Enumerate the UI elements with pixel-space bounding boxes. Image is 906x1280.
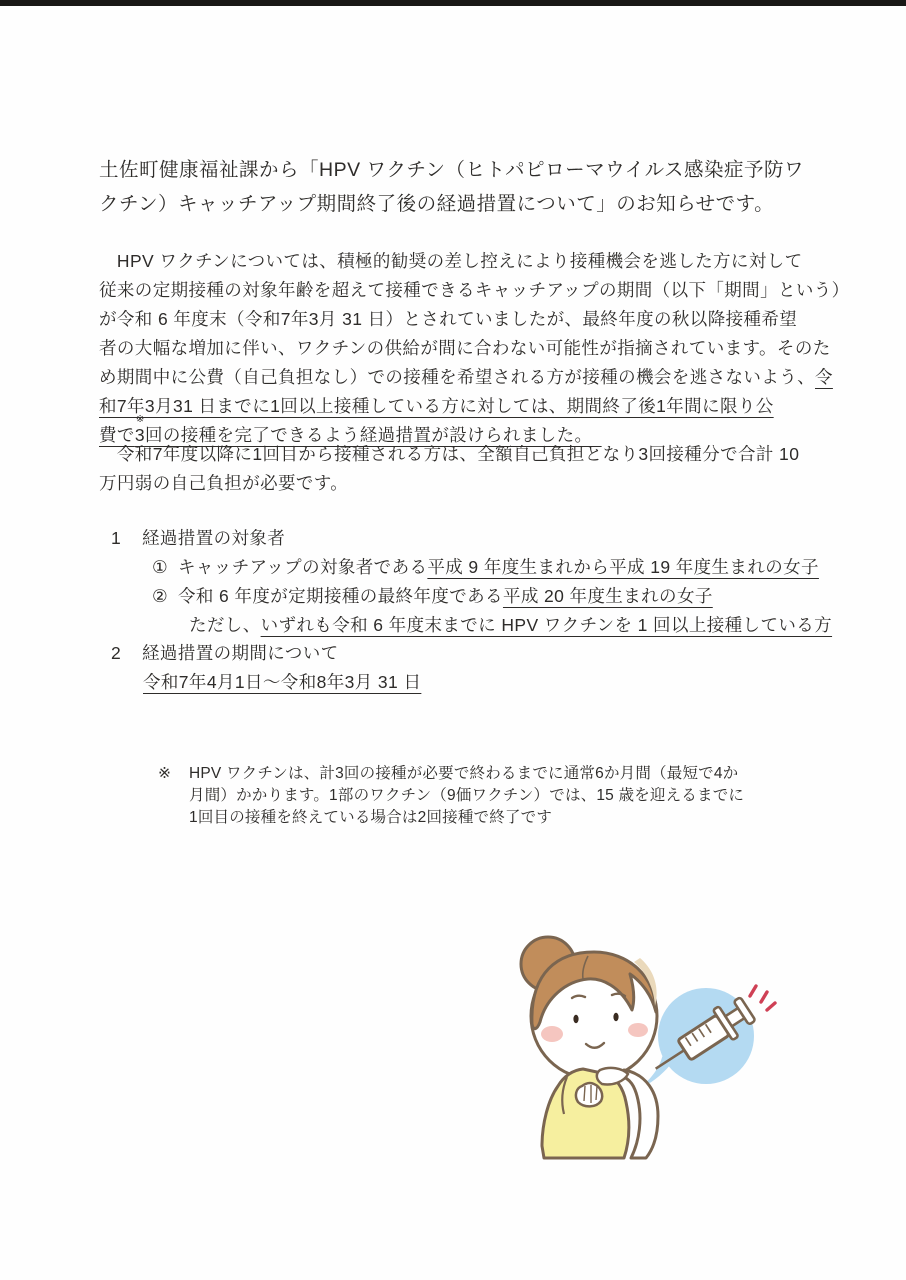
hand [576,1083,602,1106]
list-marker: ① [152,557,169,577]
text-line [99,440,799,469]
section-1-number: 1 [111,528,122,548]
text-line [99,305,850,334]
text-segment: 月間）かかります。1部のワクチン（9価ワクチン）では、15 歳を迎えるまでに [189,787,745,804]
text-line [99,276,850,305]
list-item-text [178,582,713,611]
text-segment: 平成 20 年度生まれの女子 [502,586,713,606]
text-line [99,392,850,421]
illustration-girl-vaccination [488,924,804,1164]
text-segment: 和7年3月31 日までに1回以上接種している方に対しては、期間終了後1年間に限り公 [99,396,774,416]
text-segment: いずれも令和 6 年度末までに HPV ワクチンを 1 回以上接種している方 [260,615,833,635]
section-2-heading-text: 経過措置の期間について [142,643,339,663]
list-marker: ② [152,586,169,606]
left-blush [541,1026,563,1042]
text-segment: 回の接種を完了できるよう経過措置が設けられました。 [144,425,602,445]
text-line [99,363,850,392]
text-segment: 万円弱の自己負担が必要です。 [99,473,349,493]
text-segment: 令和7年度以降に1回目から接種される方は、全額自己負担となり3回接種分で合計 10 [99,444,800,464]
text-segment: 1回目の接種を終えている場合は2回接種で終了です [189,809,553,826]
text-line [99,187,804,221]
text-segment: 令和7年4月1日～令和8年3月 31 日 [143,672,422,692]
text-segment: クチン）キャッチアップ期間終了後の経過措置について」のお知らせです。 [99,193,775,215]
text-segment: HPV ワクチンは、計3回の接種が必要で終わるまでに通常6か月間（最短で4か [189,765,739,782]
list-item-text [189,611,832,640]
text-line [99,469,799,498]
text-segment: 費で [99,425,135,445]
text-line [189,785,744,807]
list-item [99,582,832,611]
text-segment: 者の大幅な増加に伴い、ワクチンの供給が間に合わない可能性が指摘されています。そのた [99,338,831,358]
notice-title [99,153,804,221]
list-item [99,553,832,582]
section-1-items [99,553,832,640]
footnote-lines [189,763,744,829]
intro-paragraph [99,247,850,450]
text-segment: 令 [815,367,833,387]
text-segment: め期間中に公費（自己負担なし）での接種を希望される方が接種の機会を逃さないよう、 [99,367,815,387]
text-segment: が令和 6 年度末（令和7年3月 31 日）とされていましたが、最終年度の秋以降接種希望 [99,309,798,329]
text-line [99,247,850,276]
text-line [189,807,744,829]
rolled-sleeve [597,1068,628,1085]
text-segment: HPV ワクチンについては、積極的勧奨の差し控えにより接種機会を逃した方に対して [99,251,803,271]
girl-figure [521,937,658,1158]
footnote-marker: ※ [158,765,171,782]
reference-mark: ※ [135,414,145,425]
left-eye [573,1015,578,1023]
list-item-text [178,553,819,582]
section-1-heading [99,524,832,553]
text-line [189,763,744,785]
text-segment: ※ 3 [134,414,145,445]
section-1-heading-text: 経過措置の対象者 [142,528,286,548]
text-segment: キャッチアップの対象者である [178,557,428,577]
right-blush [628,1023,648,1037]
section-period [99,639,421,697]
text-segment: 土佐町健康福祉課から「HPV ワクチン（ヒトパピローマウイルス感染症予防ワ [99,159,804,181]
right-eye [613,1013,618,1021]
text-segment: ただし、 [189,615,261,635]
emphasis-marks [750,986,775,1010]
text-segment: 令和 6 年度が定期接種の最終年度である [178,586,503,606]
section-2-number: 2 [111,643,122,663]
list-item [99,611,832,640]
text-segment: 従来の定期接種の対象年齢を超えて接種できるキャッチアップの期間（以下「期間」という） [99,280,850,300]
scan-artifact-top-bar [0,0,906,6]
section-eligible-persons [99,524,832,640]
text-segment: 平成 9 年度生まれから平成 19 年度生まれの女子 [427,557,819,577]
illustration-svg [488,924,804,1164]
text-line [99,334,850,363]
section-2-heading [99,639,421,668]
footnote [158,763,744,829]
cost-paragraph [99,440,799,498]
text-line [99,153,804,187]
period-date-range [99,668,421,697]
